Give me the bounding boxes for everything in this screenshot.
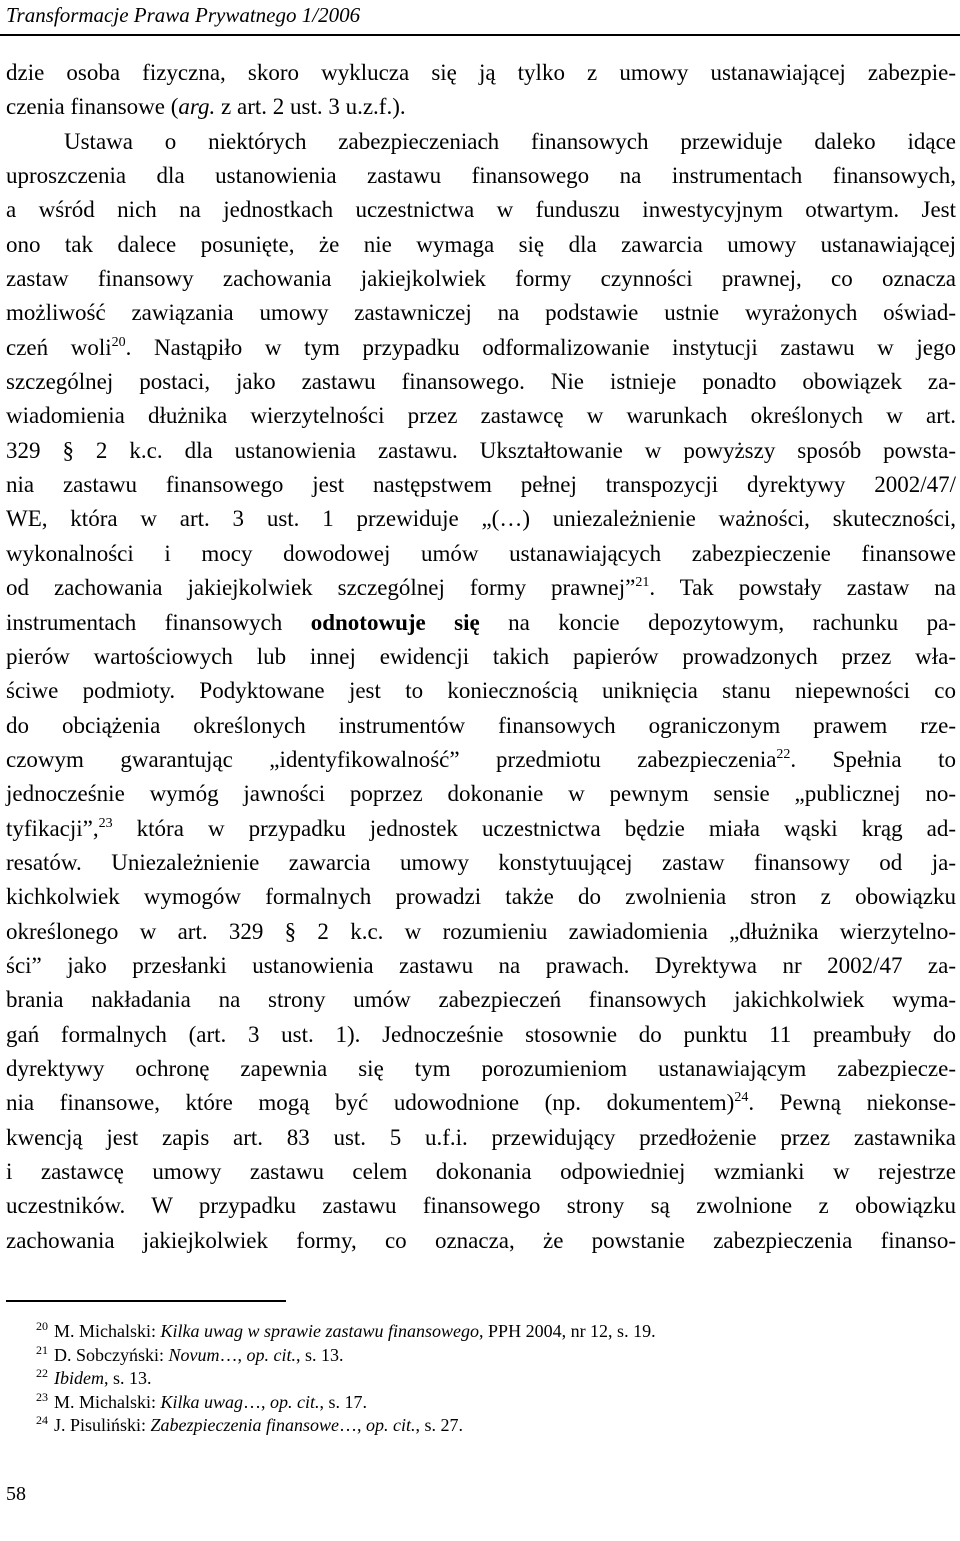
footnote-ref: 23 [98,815,113,831]
text-line: Ustawa o niektórych zabezpieczeniach finansowych przewiduje daleko idące [64,128,956,154]
text-run: Ibidem [54,1368,104,1388]
text-run: . Spełnia to [790,746,956,772]
text-line: ono tak dalece posunięte, że nie wymaga się dla zawarcia umowy ustanawiającej [6,231,956,257]
text-line: szczególnej postaci, jako zastawu finansowego. Nie istnieje ponadto obowiązek za- [6,369,956,395]
text-run: . Pewną niekonse- [748,1090,956,1116]
footnote-24 [36,1414,656,1438]
running-header: Transformacje Prawa Prywatnego 1/2006 [6,3,361,27]
text-run: 21 [36,1342,48,1357]
text-run: J. Pisuliński: [54,1415,151,1435]
text-run: Zabezpieczenia finansowe [150,1415,340,1435]
text-line: dyrektywy ochronę zapewnia się tym porozumieniom ustanawiającym zabezpiecze- [6,1055,956,1081]
text-line: kichkolwiek wymogów formalnych prowadzi także do zwolnienia stron z obowiązku [6,884,956,910]
text-line: możliwość zawiązania umowy zastawniczej na podstawie ustnie wyrażonych oświad- [6,300,956,326]
text-run: op. cit. [366,1415,416,1435]
header-rule [0,34,960,36]
text-line: wykonalności i mocy dowodowej umów ustanawiających zabezpieczenie finansowe [6,540,956,566]
text-run: nia finansowe, które mogą być udowodnione (np. dokumentem) [6,1090,735,1116]
text-line: wiadomienia dłużnika wierzytelności przez zastawcę w warunkach określonych w art. [6,403,956,429]
text-run: Kilka uwag [160,1391,244,1412]
footnotes [36,1320,656,1438]
text-line: dzie osoba fizyczna, skoro wyklucza się ją tylko z umowy ustanawiającej zabezpie- [6,60,956,85]
text-run: która w przypadku jednostek uczestnictwa będzie miała wąski krąg ad- [112,815,956,841]
footnote-ref: 21 [635,575,650,591]
text-run: arg. [178,94,216,120]
text-run: na koncie depozytowym, rachunku pa- [479,609,956,635]
text-run: czowym gwarantując „identyfikowalność” przedmiotu zabezpieczenia [6,746,777,772]
text-run: …, [243,1391,271,1412]
text-run: 23 [36,1389,48,1404]
text-line: do obciążenia określonych instrumentów finansowych ograniczonym prawem rze- [6,712,956,738]
text-run: D. Sobczyński: [54,1344,169,1365]
text-run: czeń woli [6,334,112,360]
text-run: M. Michalski: [54,1391,161,1412]
text-line: zastaw finansowy zachowania jakiejkolwiek formy czynności prawnej, co oznacza [6,266,956,292]
text-run: Novum [168,1344,220,1365]
text-run: , s. 17. [319,1391,368,1412]
footnote-ref: 24 [734,1090,749,1106]
text-line [6,812,956,846]
footnote-20 [36,1320,656,1344]
footnote-separator [6,1300,286,1302]
text-line [6,743,956,777]
text-run: op. cit. [270,1391,320,1412]
text-line: uproszczenia dla ustanowienia zastawu finansowego na instrumentach finansowych, [6,163,956,189]
text-line: resatów. Uniezależnienie zawarcia umowy konstytuującej zastaw finansowy od ja- [6,849,956,875]
text-line: i zastawcę umowy zastawu celem dokonania odpowiedniej wzmianki w rejestrze [6,1159,956,1184]
text-line: uczestników. W przypadku zastawu finansowego strony są zwolnione z obowiązku [6,1193,956,1219]
text-line: WE, która w art. 3 ust. 1 przewiduje „(…) uniezależnienie ważności, skuteczności, [6,506,956,532]
text-run: …, [219,1344,247,1365]
footnote-21 [36,1344,656,1368]
body-text [6,56,956,1258]
footnote-23 [36,1391,656,1415]
footnote-ref: 20 [111,334,126,350]
text-line: nia zastawu finansowego jest następstwem pełnej transpozycji dyrektywy 2002/47/ [6,472,956,498]
text-line: brania nakładania na strony umów zabezpieczeń finansowych jakichkolwiek wyma- [6,987,956,1013]
text-line [6,90,956,124]
bold-emphasis: odnotowuje się [310,609,480,635]
text-line: pierów wartościowych lub innej ewidencji takich papierów prowadzonych przez wła- [6,643,956,669]
text-run: , s. 13. [103,1368,152,1388]
text-line: ściwe podmioty. Podyktowane jest to koniecznością uniknięcia stanu niepewności co [6,678,956,704]
text-run: od zachowania jakiejkolwiek szczególnej formy prawnej” [6,575,636,601]
text-line: kwencją jest zapis art. 83 ust. 5 u.f.i. przewidujący przedłożenie przez zastawnika [6,1124,956,1150]
text-run: Kilka uwag w sprawie zastawu finansowego [160,1321,480,1341]
text-line [6,331,956,365]
text-run: czenia finansowe ( [6,94,179,120]
text-line: określonego w art. 329 § 2 k.c. w rozumieniu zawiadomienia „dłużnika wierzytelno- [6,918,956,944]
text-run: instrumentach finansowych [6,609,311,635]
text-line [6,1086,956,1120]
text-run: , PPH 2004, nr 12, s. 19. [479,1321,656,1341]
text-run: op. cit. [246,1344,296,1365]
text-run: , s. 27. [415,1415,464,1435]
text-line: gań formalnych (art. 3 ust. 1). Jednocześnie stosownie do punktu 11 preambuły do [6,1021,956,1047]
text-line [6,571,956,605]
text-run: . Tak powstały zastaw na [649,575,957,601]
text-run: 24 [36,1413,48,1427]
text-run: …, [339,1415,367,1435]
text-line: zachowania jakiejkolwiek formy, co oznacza, że powstanie zabezpieczenia finanso- [6,1227,956,1253]
text-line: 329 § 2 k.c. dla ustanowienia zastawu. Ukształtowanie w powyższy sposób powsta- [6,437,956,463]
page-number: 58 [6,1483,26,1505]
text-line [6,606,956,640]
text-line: ści” jako przesłanki ustanowienia zastawu na prawach. Dyrektywa nr 2002/47 za- [6,952,956,978]
text-run: . Nastąpiło w tym przypadku odformalizowanie instytucji zastawu w jego [125,334,956,360]
text-run: z art. 2 ust. 3 u.z.f.). [215,94,406,120]
footnote-ref: 22 [776,746,791,762]
text-run: M. Michalski: [54,1321,161,1341]
text-run: tyfikacji”, [6,815,99,841]
text-run: 20 [36,1319,48,1333]
text-line: jednocześnie wymóg jawności poprzez dokonanie w pewnym sensie „publicznej no- [6,781,956,807]
footnote-22 [36,1367,656,1391]
text-line: a wśród nich na jednostkach uczestnictwa w funduszu inwestycyjnym otwartym. Jest [6,197,956,223]
text-run: , s. 13. [296,1344,344,1365]
text-run: 22 [36,1366,48,1380]
